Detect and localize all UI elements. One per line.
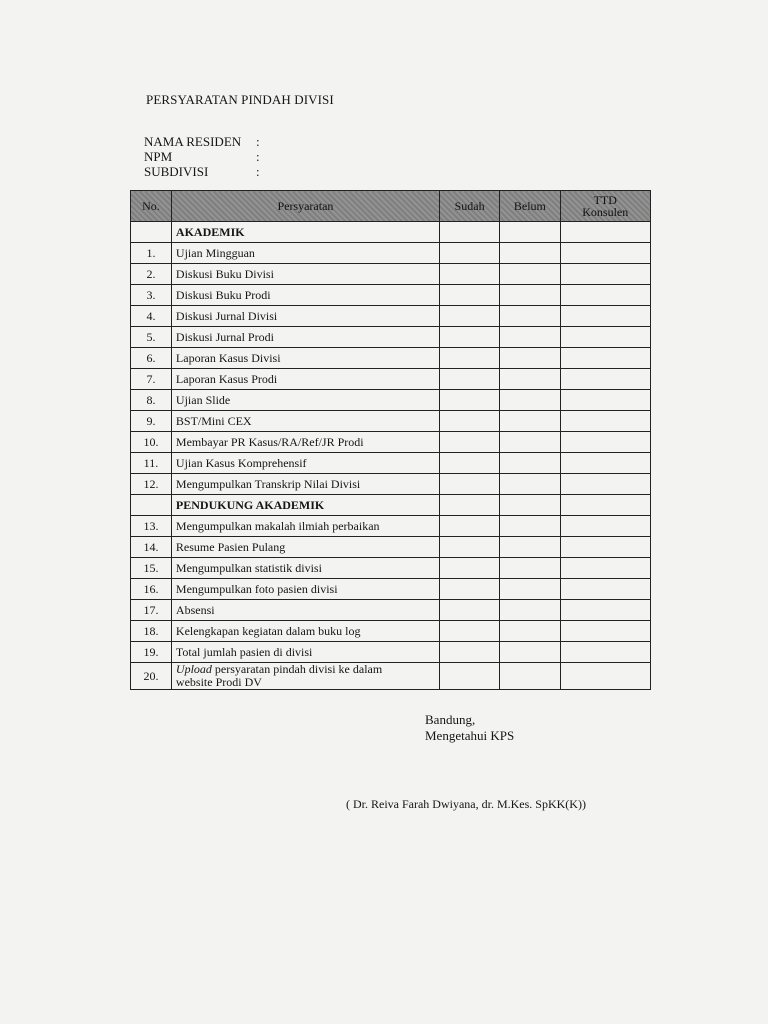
header-signature — [560, 191, 650, 222]
not-done-cell[interactable] — [500, 432, 560, 453]
not-done-cell[interactable] — [500, 369, 560, 390]
field-colon: : — [256, 149, 260, 164]
requirement-text: Diskusi Buku Prodi — [171, 285, 439, 306]
field-colon: : — [256, 134, 260, 149]
signature-cell[interactable] — [560, 579, 650, 600]
not-done-cell[interactable] — [500, 474, 560, 495]
header-not-done: Belum — [500, 191, 560, 222]
table-row — [131, 474, 651, 495]
row-number: 19. — [131, 642, 172, 663]
row-number: 2. — [131, 264, 172, 285]
table-row — [131, 327, 651, 348]
signature-cell[interactable] — [560, 369, 650, 390]
section-no-cell — [131, 222, 172, 243]
table-header-row — [131, 191, 651, 222]
table-row — [131, 390, 651, 411]
requirements-table — [130, 190, 651, 690]
signature-cell[interactable] — [560, 411, 650, 432]
row-number: 13. — [131, 516, 172, 537]
field-row-npm — [144, 149, 266, 164]
signature-cell[interactable] — [560, 495, 650, 516]
requirement-text: Ujian Slide — [171, 390, 439, 411]
signature-cell[interactable] — [560, 285, 650, 306]
field-label: NAMA RESIDEN — [144, 134, 242, 149]
row-number: 4. — [131, 306, 172, 327]
not-done-cell[interactable] — [500, 348, 560, 369]
done-cell[interactable] — [439, 264, 499, 285]
done-cell[interactable] — [439, 222, 499, 243]
done-cell[interactable] — [439, 579, 499, 600]
done-cell[interactable] — [439, 327, 499, 348]
table-row — [131, 516, 651, 537]
requirement-text: Laporan Kasus Prodi — [171, 369, 439, 390]
row-number: 20. — [131, 663, 172, 690]
row-number: 1. — [131, 243, 172, 264]
section-row — [131, 495, 651, 516]
requirement-text: Kelengkapan kegiatan dalam buku log — [171, 621, 439, 642]
not-done-cell[interactable] — [500, 243, 560, 264]
table-row — [131, 558, 651, 579]
signature-cell[interactable] — [560, 348, 650, 369]
signature-cell[interactable] — [560, 537, 650, 558]
requirement-text: Mengumpulkan Transkrip Nilai Divisi — [171, 474, 439, 495]
not-done-cell[interactable] — [500, 327, 560, 348]
signature-block — [425, 712, 514, 744]
not-done-cell[interactable] — [500, 306, 560, 327]
done-cell[interactable] — [439, 537, 499, 558]
done-cell[interactable] — [439, 558, 499, 579]
requirement-text: Membayar PR Kasus/RA/Ref/JR Prodi — [171, 432, 439, 453]
requirement-text: Diskusi Jurnal Divisi — [171, 306, 439, 327]
done-cell[interactable] — [439, 432, 499, 453]
table-row — [131, 663, 651, 690]
not-done-cell[interactable] — [500, 663, 560, 690]
row-number: 6. — [131, 348, 172, 369]
done-cell[interactable] — [439, 369, 499, 390]
done-cell[interactable] — [439, 390, 499, 411]
section-heading: AKADEMIK — [171, 222, 439, 243]
done-cell[interactable] — [439, 663, 499, 690]
table-row — [131, 537, 651, 558]
done-cell[interactable] — [439, 306, 499, 327]
row-number: 18. — [131, 621, 172, 642]
row-number: 15. — [131, 558, 172, 579]
done-cell[interactable] — [439, 621, 499, 642]
field-label: NPM — [144, 149, 173, 164]
requirement-italic-word: Upload — [175, 662, 212, 676]
table-row — [131, 285, 651, 306]
done-cell[interactable] — [439, 495, 499, 516]
not-done-cell[interactable] — [500, 621, 560, 642]
signature-cell[interactable] — [560, 390, 650, 411]
table-row — [131, 243, 651, 264]
signature-cell[interactable] — [560, 516, 650, 537]
row-number: 7. — [131, 369, 172, 390]
table-row — [131, 453, 651, 474]
table-row — [131, 579, 651, 600]
not-done-cell[interactable] — [500, 537, 560, 558]
not-done-cell[interactable] — [500, 285, 560, 306]
requirement-text: Diskusi Buku Divisi — [171, 264, 439, 285]
signature-cell[interactable] — [560, 243, 650, 264]
requirement-text: Laporan Kasus Divisi — [171, 348, 439, 369]
signature-cell[interactable] — [560, 642, 650, 663]
not-done-cell[interactable] — [500, 600, 560, 621]
done-cell[interactable] — [439, 516, 499, 537]
row-number: 5. — [131, 327, 172, 348]
done-cell[interactable] — [439, 642, 499, 663]
requirement-text-rest: persyaratan pindah divisi ke dalam — [211, 662, 383, 676]
signature-cell[interactable] — [560, 432, 650, 453]
requirement-text: Mengumpulkan statistik divisi — [171, 558, 439, 579]
done-cell[interactable] — [439, 600, 499, 621]
signature-cell[interactable] — [560, 264, 650, 285]
row-number: 12. — [131, 474, 172, 495]
table-row — [131, 411, 651, 432]
header-done: Sudah — [439, 191, 499, 222]
requirement-text: Absensi — [171, 600, 439, 621]
field-row-subdivisi — [144, 164, 266, 179]
table-row — [131, 621, 651, 642]
header-requirement: Persyaratan — [171, 191, 439, 222]
table-row — [131, 642, 651, 663]
not-done-cell[interactable] — [500, 411, 560, 432]
done-cell[interactable] — [439, 243, 499, 264]
table-row — [131, 348, 651, 369]
page-title: PERSYARATAN PINDAH DIVISI — [146, 92, 334, 107]
requirement-text: Total jumlah pasien di divisi — [171, 642, 439, 663]
row-number: 11. — [131, 453, 172, 474]
not-done-cell[interactable] — [500, 516, 560, 537]
signatory-name: ( Dr. Reiva Farah Dwiyana, dr. M.Kes. SpKK(K)) — [346, 797, 586, 811]
not-done-cell[interactable] — [500, 642, 560, 663]
table-row — [131, 369, 651, 390]
requirement-text: Resume Pasien Pulang — [171, 537, 439, 558]
row-number: 8. — [131, 390, 172, 411]
signature-cell[interactable] — [560, 453, 650, 474]
section-heading: PENDUKUNG AKADEMIK — [171, 495, 439, 516]
row-number: 3. — [131, 285, 172, 306]
not-done-cell[interactable] — [500, 453, 560, 474]
done-cell[interactable] — [439, 474, 499, 495]
not-done-cell[interactable] — [500, 390, 560, 411]
signature-cell[interactable] — [560, 222, 650, 243]
table-row — [131, 600, 651, 621]
not-done-cell[interactable] — [500, 558, 560, 579]
not-done-cell[interactable] — [500, 495, 560, 516]
row-number: 14. — [131, 537, 172, 558]
row-number: 10. — [131, 432, 172, 453]
identity-fields — [144, 134, 266, 179]
signature-cell[interactable] — [560, 327, 650, 348]
section-no-cell — [131, 495, 172, 516]
table-body — [131, 222, 651, 690]
table-row — [131, 264, 651, 285]
signature-cell[interactable] — [560, 306, 650, 327]
done-cell[interactable] — [439, 348, 499, 369]
requirement-text: Ujian Mingguan — [171, 243, 439, 264]
not-done-cell[interactable] — [500, 579, 560, 600]
not-done-cell[interactable] — [500, 222, 560, 243]
header-signature-line2: Konsulen — [582, 205, 629, 219]
requirement-text: Ujian Kasus Komprehensif — [171, 453, 439, 474]
signature-cell[interactable] — [560, 558, 650, 579]
section-row — [131, 222, 651, 243]
signature-cell[interactable] — [560, 663, 650, 690]
row-number: 17. — [131, 600, 172, 621]
done-cell[interactable] — [439, 285, 499, 306]
signature-cell[interactable] — [560, 474, 650, 495]
done-cell[interactable] — [439, 453, 499, 474]
row-number: 16. — [131, 579, 172, 600]
field-colon: : — [256, 164, 260, 179]
header-no: No. — [131, 191, 172, 222]
requirement-text: Mengumpulkan foto pasien divisi — [171, 579, 439, 600]
signature-place: Bandung, — [425, 712, 476, 727]
requirement-text: Mengumpulkan makalah ilmiah perbaikan — [171, 516, 439, 537]
requirement-text: BST/Mini CEX — [171, 411, 439, 432]
signature-acknowledged: Mengetahui KPS — [425, 728, 515, 743]
requirement-text-line2: website Prodi DV — [175, 675, 262, 689]
requirement-text: Diskusi Jurnal Prodi — [171, 327, 439, 348]
done-cell[interactable] — [439, 411, 499, 432]
row-number: 9. — [131, 411, 172, 432]
field-row-nama-residen — [144, 134, 266, 149]
signature-cell[interactable] — [560, 600, 650, 621]
signature-cell[interactable] — [560, 621, 650, 642]
header-signature-line1: TTD — [593, 193, 617, 207]
requirement-text — [171, 663, 439, 690]
field-label: SUBDIVISI — [144, 164, 209, 179]
table-row — [131, 432, 651, 453]
table-row — [131, 306, 651, 327]
not-done-cell[interactable] — [500, 264, 560, 285]
